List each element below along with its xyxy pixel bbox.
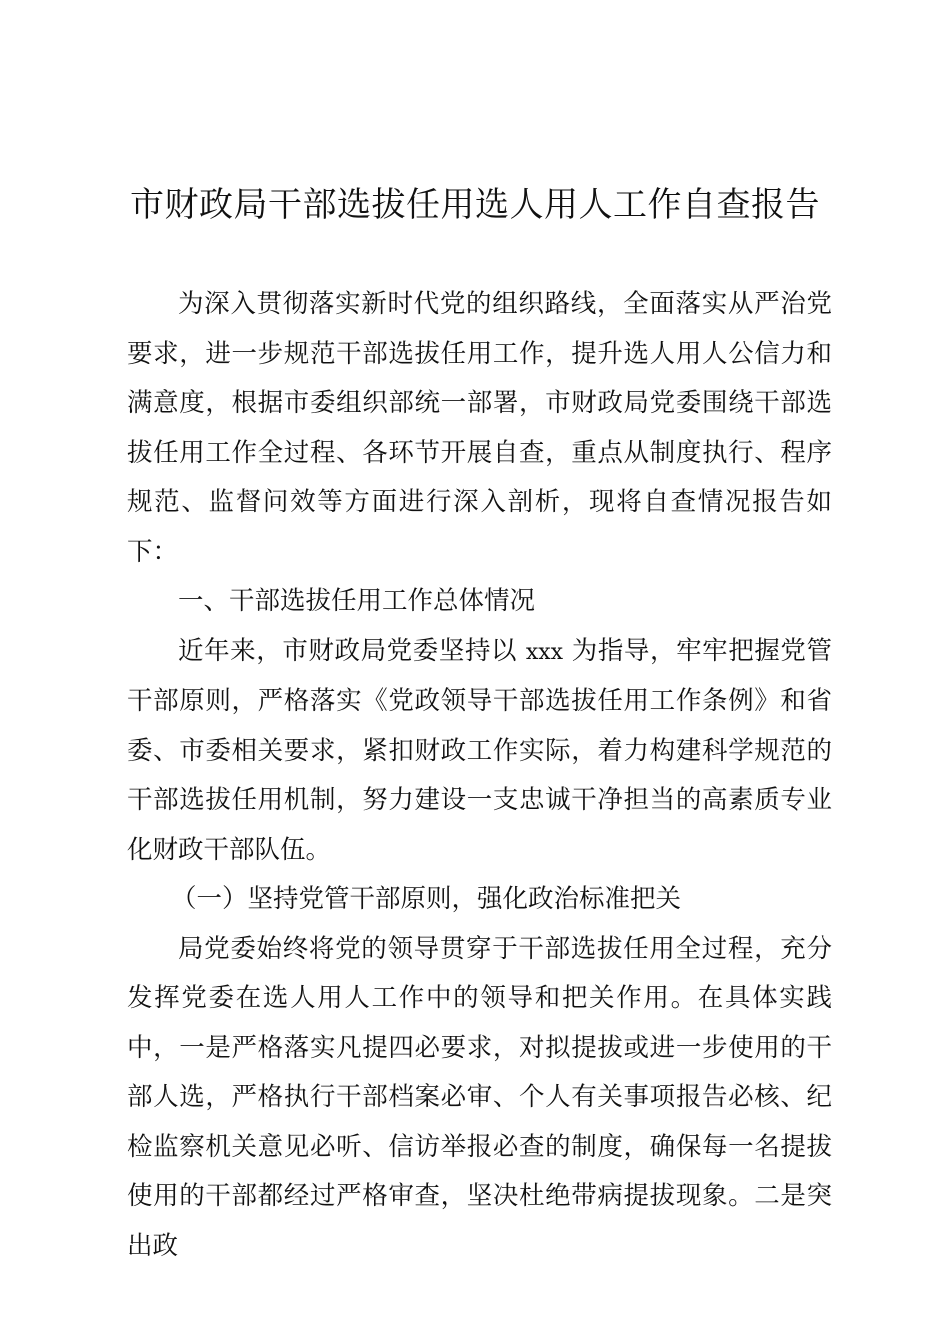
section-1-text-rest: 为指导，牢牢把握党管干部原则，严格落实《党政领导干部选拔任用工作条例》和省委、市委相关要求，紧扣财政工作实际，着力构建科学规范的干部选拔任用机制，努力建设一支忠诚干净担当的高素质专业化财政干部队伍。 — [127, 635, 833, 865]
document-body — [127, 280, 832, 1271]
document-title: 市财政局干部选拔任用选人用人工作自查报告 — [130, 185, 820, 225]
placeholder-text: xxx — [525, 639, 564, 665]
section-1-text-start: 近年来，市财政局党委坚持以 — [178, 635, 526, 666]
section-1-paragraph — [127, 627, 832, 876]
intro-paragraph: 为深入贯彻落实新时代党的组织路线，全面落实从严治党要求，进一步规范干部选拔任用工作，提升选人用人公信力和满意度，根据市委组织部统一部署，市财政局党委围绕干部选拔任用工作全过程、各环节开展自查，重点从制度执行、程序规范、监督问效等方面进行深入剖析，现将自查情况报告如下： — [127, 289, 832, 567]
section-1-heading: 一、干部选拔任用工作总体情况 — [178, 586, 536, 616]
subsection-1-paragraph: 局党委始终将党的领导贯穿于干部选拔任用全过程，充分发挥党委在选人用人工作中的领导和把关作用。在具体实践中，一是严格落实凡提四必要求，对拟提拔或进一步使用的干部人选，严格执行干部档案必审、个人有关事项报告必核、纪检监察机关意见必听、信访举报必查的制度，确保每一名提拔使用的干部都经过严格审查，坚决杜绝带病提拔现象。二是突出政 — [127, 933, 832, 1261]
subsection-1-heading: （一）坚持党管干部原则，强化政治标准把关 — [171, 884, 682, 914]
